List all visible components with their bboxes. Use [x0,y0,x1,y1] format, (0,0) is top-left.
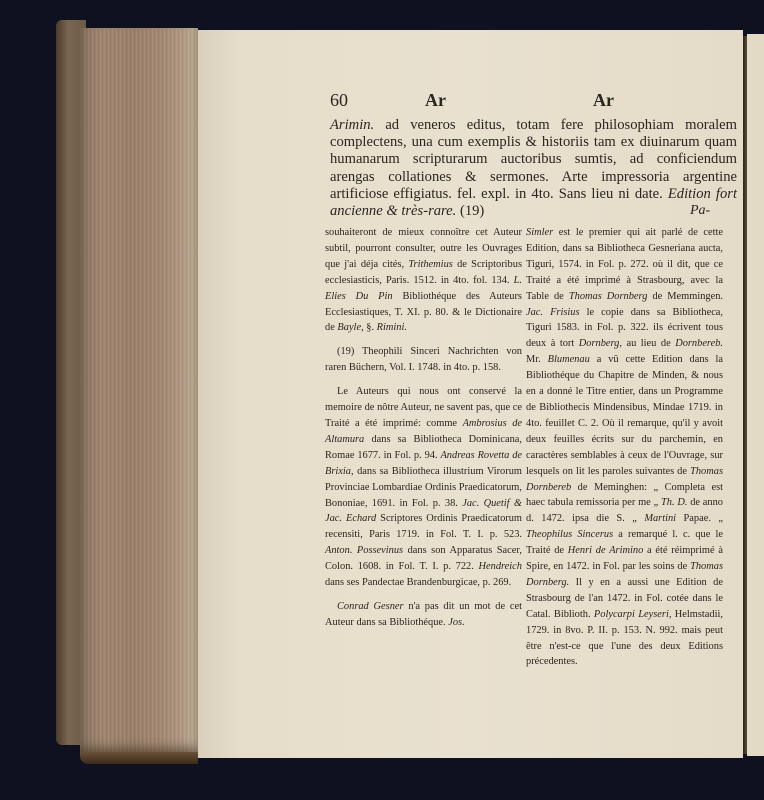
footnote-ref: (19) [456,203,485,220]
right-para-1: Simler est le premier qui ait parlé de cette Edition, dans sa Bibliotheca Gesneriana aucta, Tiguri, 1574. in Fol. p. 272. où il dit, que ce Traité a été imprimé à Strasbourg, avec la Table de Thomas Dornberg de Memmingen. Jac. Frisius le copie dans sa Bibliotheca, Tiguri 1583. in Fol. p. 322. ils écrivent tous deux à tort Dornberg, au lieu de Dornbereb. Mr. Blumenau a vû cette Edition dans la Bibliothéque du Chapitre de Minden, & nous en a donné le Titre entier, dans un Programme de Bibliothecis Mindensibus, Mindae 1719. in 4to. feuillet C. 2. Où il remarque, qu'il y avoit deux feuilles écrits sur du parchemin, en caractères semblables à ceux de l'Ouvrage, sur lesquels on lit les paroles suivantes de Thomas Dornbereb de Meminghen: „ Completa est haec tabula remissoria per me „ Th. D. de anno d. 1472. ipsa die S. „ Martini Papae. „ Theophilus Sincerus a remarqué l. c. que le Traité de Henri de Arimino a été réimprimé à Spire, en 1472. in Fol. par les soins de Thomas Dornberg. Il y en a aussi une Edition de Strasbourg de l'an 1472. in Fol. cotée dans le Catal. Biblioth. Polycarpi Leyseri, Helmstadii, 1729. in 8vo. P. II. p. 153. N. 992. mais peut être n'est-ce que l'une des deux Editions précedentes. [526,227,724,668]
catchword: Pa- [690,203,711,218]
left-para-3: Le Auteurs qui nous ont conservé la memoire de nôtre Auteur, ne savent pas, que ce Traité a été imprimé: comme Ambrosius de Altamura dans sa Bibliotheca Dominicana, Romae 1677. in Fol. p. 94. Andreas Rovetta de Brixia, dans sa Bibliotheca illustrium Virorum Provinciae Lombardiae Ordinis Praedicatorum, Bononiae, 1691. in Fol. p. 38. Jac. Quetif & Jac. Echard Scriptores Ordinis Praedicatorum recensiti, Paris 1719. in Fol. T. I. p. 523. Anton. Possevinus dans son Apparatus Sacer, Colon. 1608. in Fol. T. I. p. 722. Hendreich dans ses Pandectae Brandenburgicae, p. 269. [325,386,523,589]
intro-paragraph [330,117,737,220]
left-column [325,225,522,639]
intro-italic-end: Edition fort ancienne & très-rare. [330,185,737,220]
facing-page-edge [747,34,764,756]
running-head-left: Ar [425,90,446,110]
intro-body: ad veneros editus, totam fere philosophiam moralem complectens, una cum exemplis & historiis tam ex diuinarum quam humanarum scripturarum auctoribus sumtis, ad conficiendum arengas collationes & sermones. Arte impressoria argentine artificiose effigiatus. fel. expl. in 4to. Sans lieu ni date. [330,117,737,202]
page-number: 60 [330,90,348,110]
left-para-4: Conrad Gesner n'a pas dit un mot de cet Auteur dans sa Bibliothéque. Jos. [325,600,522,628]
footnote-19: (19) Theophili Sinceri Nachrichten von raren Büchern, Vol. I. 1748. in 4to. p. 158. [325,346,522,374]
right-column [526,225,723,678]
intro-italic-start: Arimin. [330,117,375,133]
running-head [330,90,735,112]
running-head-right: Ar [593,90,614,110]
left-para-1: souhaiteront de mieux connoître cet Auteur subtil, pourront consulter, outre les Ouvrages que j'ai déja cités, Trithemius de Scriptoribus ecclesiasticis, Paris. 1512. in 4to. fol. 134. L. Elies Du Pin Bibliothéque des Auteurs Ecclesiastiques, T. XI. p. 80. & le Dictionaire de Bayle, §. Rimini. [325,227,522,334]
page-block-edge [80,28,198,756]
